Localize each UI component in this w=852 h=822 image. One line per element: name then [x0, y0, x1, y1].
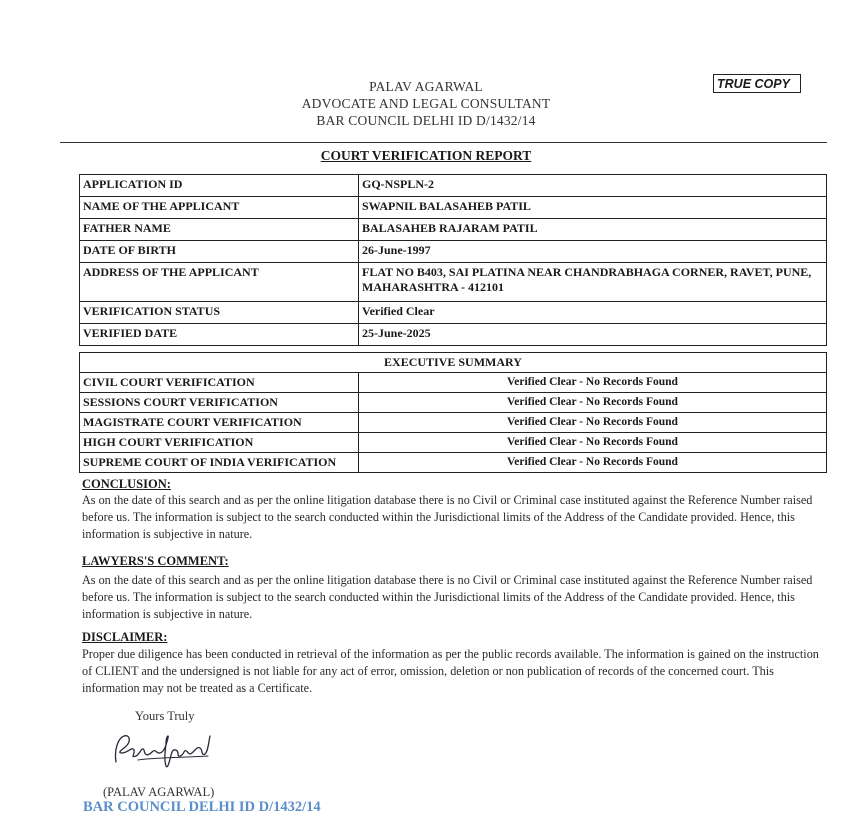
executive-summary-title: EXECUTIVE SUMMARY — [80, 353, 827, 373]
court-label: HIGH COURT VERIFICATION — [80, 433, 359, 453]
advocate-name: PALAV AGARWAL — [369, 79, 483, 94]
field-value: Verified Clear — [359, 302, 827, 324]
court-result: Verified Clear - No Records Found — [359, 373, 827, 393]
conclusion-text: As on the date of this search and as per the online litigation database there is no Civil or Criminal case instituted against the Reference Number raised before us. The information is subject to the search conducted within the Jurisdictional limits of the Address of the Candidate provided. Hence, this information is subjective in nature. — [82, 493, 813, 541]
table-row — [80, 453, 827, 473]
signatory-name: (PALAV AGARWAL) — [103, 785, 215, 799]
lawyers-comment-text: As on the date of this search and as per the online litigation database there is no Civil or Criminal case instituted against the Reference Number raised before us. The information is subject to the search conducted within the Jurisdictional limits of the Address of the Candidate provided. Hence, this information is subjective in nature. — [82, 573, 813, 621]
table-row — [80, 324, 827, 346]
handwritten-signature — [108, 728, 218, 776]
field-label: FATHER NAME — [80, 219, 359, 241]
court-result: Verified Clear - No Records Found — [359, 393, 827, 413]
report-title — [0, 148, 852, 164]
executive-summary-table — [79, 352, 827, 473]
table-row — [80, 302, 827, 324]
field-label: VERIFIED DATE — [80, 324, 359, 346]
table-row — [80, 263, 827, 302]
field-label: DATE OF BIRTH — [80, 241, 359, 263]
table-row — [80, 241, 827, 263]
report-title-text: COURT VERIFICATION REPORT — [320, 148, 532, 163]
advocate-bar-id: BAR COUNCIL DELHI ID D/1432/14 — [316, 113, 536, 128]
conclusion-heading: CONCLUSION: — [82, 477, 171, 491]
true-copy-stamp: TRUE COPY — [713, 74, 801, 93]
disclaimer-text: Proper due diligence has been conducted in retrieval of the information as per the public records available. The information is gained on the instruction of CLIENT and the undersigned is not liable for any act of error, omission, deletion or non publication of records of the concerned court. This information may not be treated as a Certificate. — [82, 647, 819, 695]
court-result: Verified Clear - No Records Found — [359, 453, 827, 473]
field-label: NAME OF THE APPLICANT — [80, 197, 359, 219]
court-label: SUPREME COURT OF INDIA VERIFICATION — [80, 453, 359, 473]
table-row — [80, 393, 827, 413]
closing-text: Yours Truly — [135, 709, 195, 723]
field-value: FLAT NO B403, SAI PLATINA NEAR CHANDRABHAGA CORNER, RAVET, PUNE, MAHARASHTRA - 412101 — [359, 263, 827, 302]
field-value: BALASAHEB RAJARAM PATIL — [359, 219, 827, 241]
court-label: SESSIONS COURT VERIFICATION — [80, 393, 359, 413]
table-row — [80, 175, 827, 197]
court-result: Verified Clear - No Records Found — [359, 433, 827, 453]
field-label: VERIFICATION STATUS — [80, 302, 359, 324]
table-row — [80, 433, 827, 453]
field-value: 25-June-2025 — [359, 324, 827, 346]
table-header-row — [80, 353, 827, 373]
table-row — [80, 373, 827, 393]
disclaimer-heading: DISCLAIMER: — [82, 630, 168, 644]
field-value: 26-June-1997 — [359, 241, 827, 263]
court-label: CIVIL COURT VERIFICATION — [80, 373, 359, 393]
field-label: APPLICATION ID — [80, 175, 359, 197]
header-divider — [60, 142, 827, 143]
field-value: SWAPNIL BALASAHEB PATIL — [359, 197, 827, 219]
table-row — [80, 413, 827, 433]
court-result: Verified Clear - No Records Found — [359, 413, 827, 433]
field-value: GQ-NSPLN-2 — [359, 175, 827, 197]
lawyers-comment-heading: LAWYERS'S COMMENT: — [82, 554, 229, 568]
signatory-bar-id: BAR COUNCIL DELHI ID D/1432/14 — [83, 799, 321, 815]
court-label: MAGISTRATE COURT VERIFICATION — [80, 413, 359, 433]
table-row — [80, 219, 827, 241]
applicant-details-table — [79, 174, 827, 346]
field-label: ADDRESS OF THE APPLICANT — [80, 263, 359, 302]
advocate-designation: ADVOCATE AND LEGAL CONSULTANT — [301, 96, 551, 111]
table-row — [80, 197, 827, 219]
